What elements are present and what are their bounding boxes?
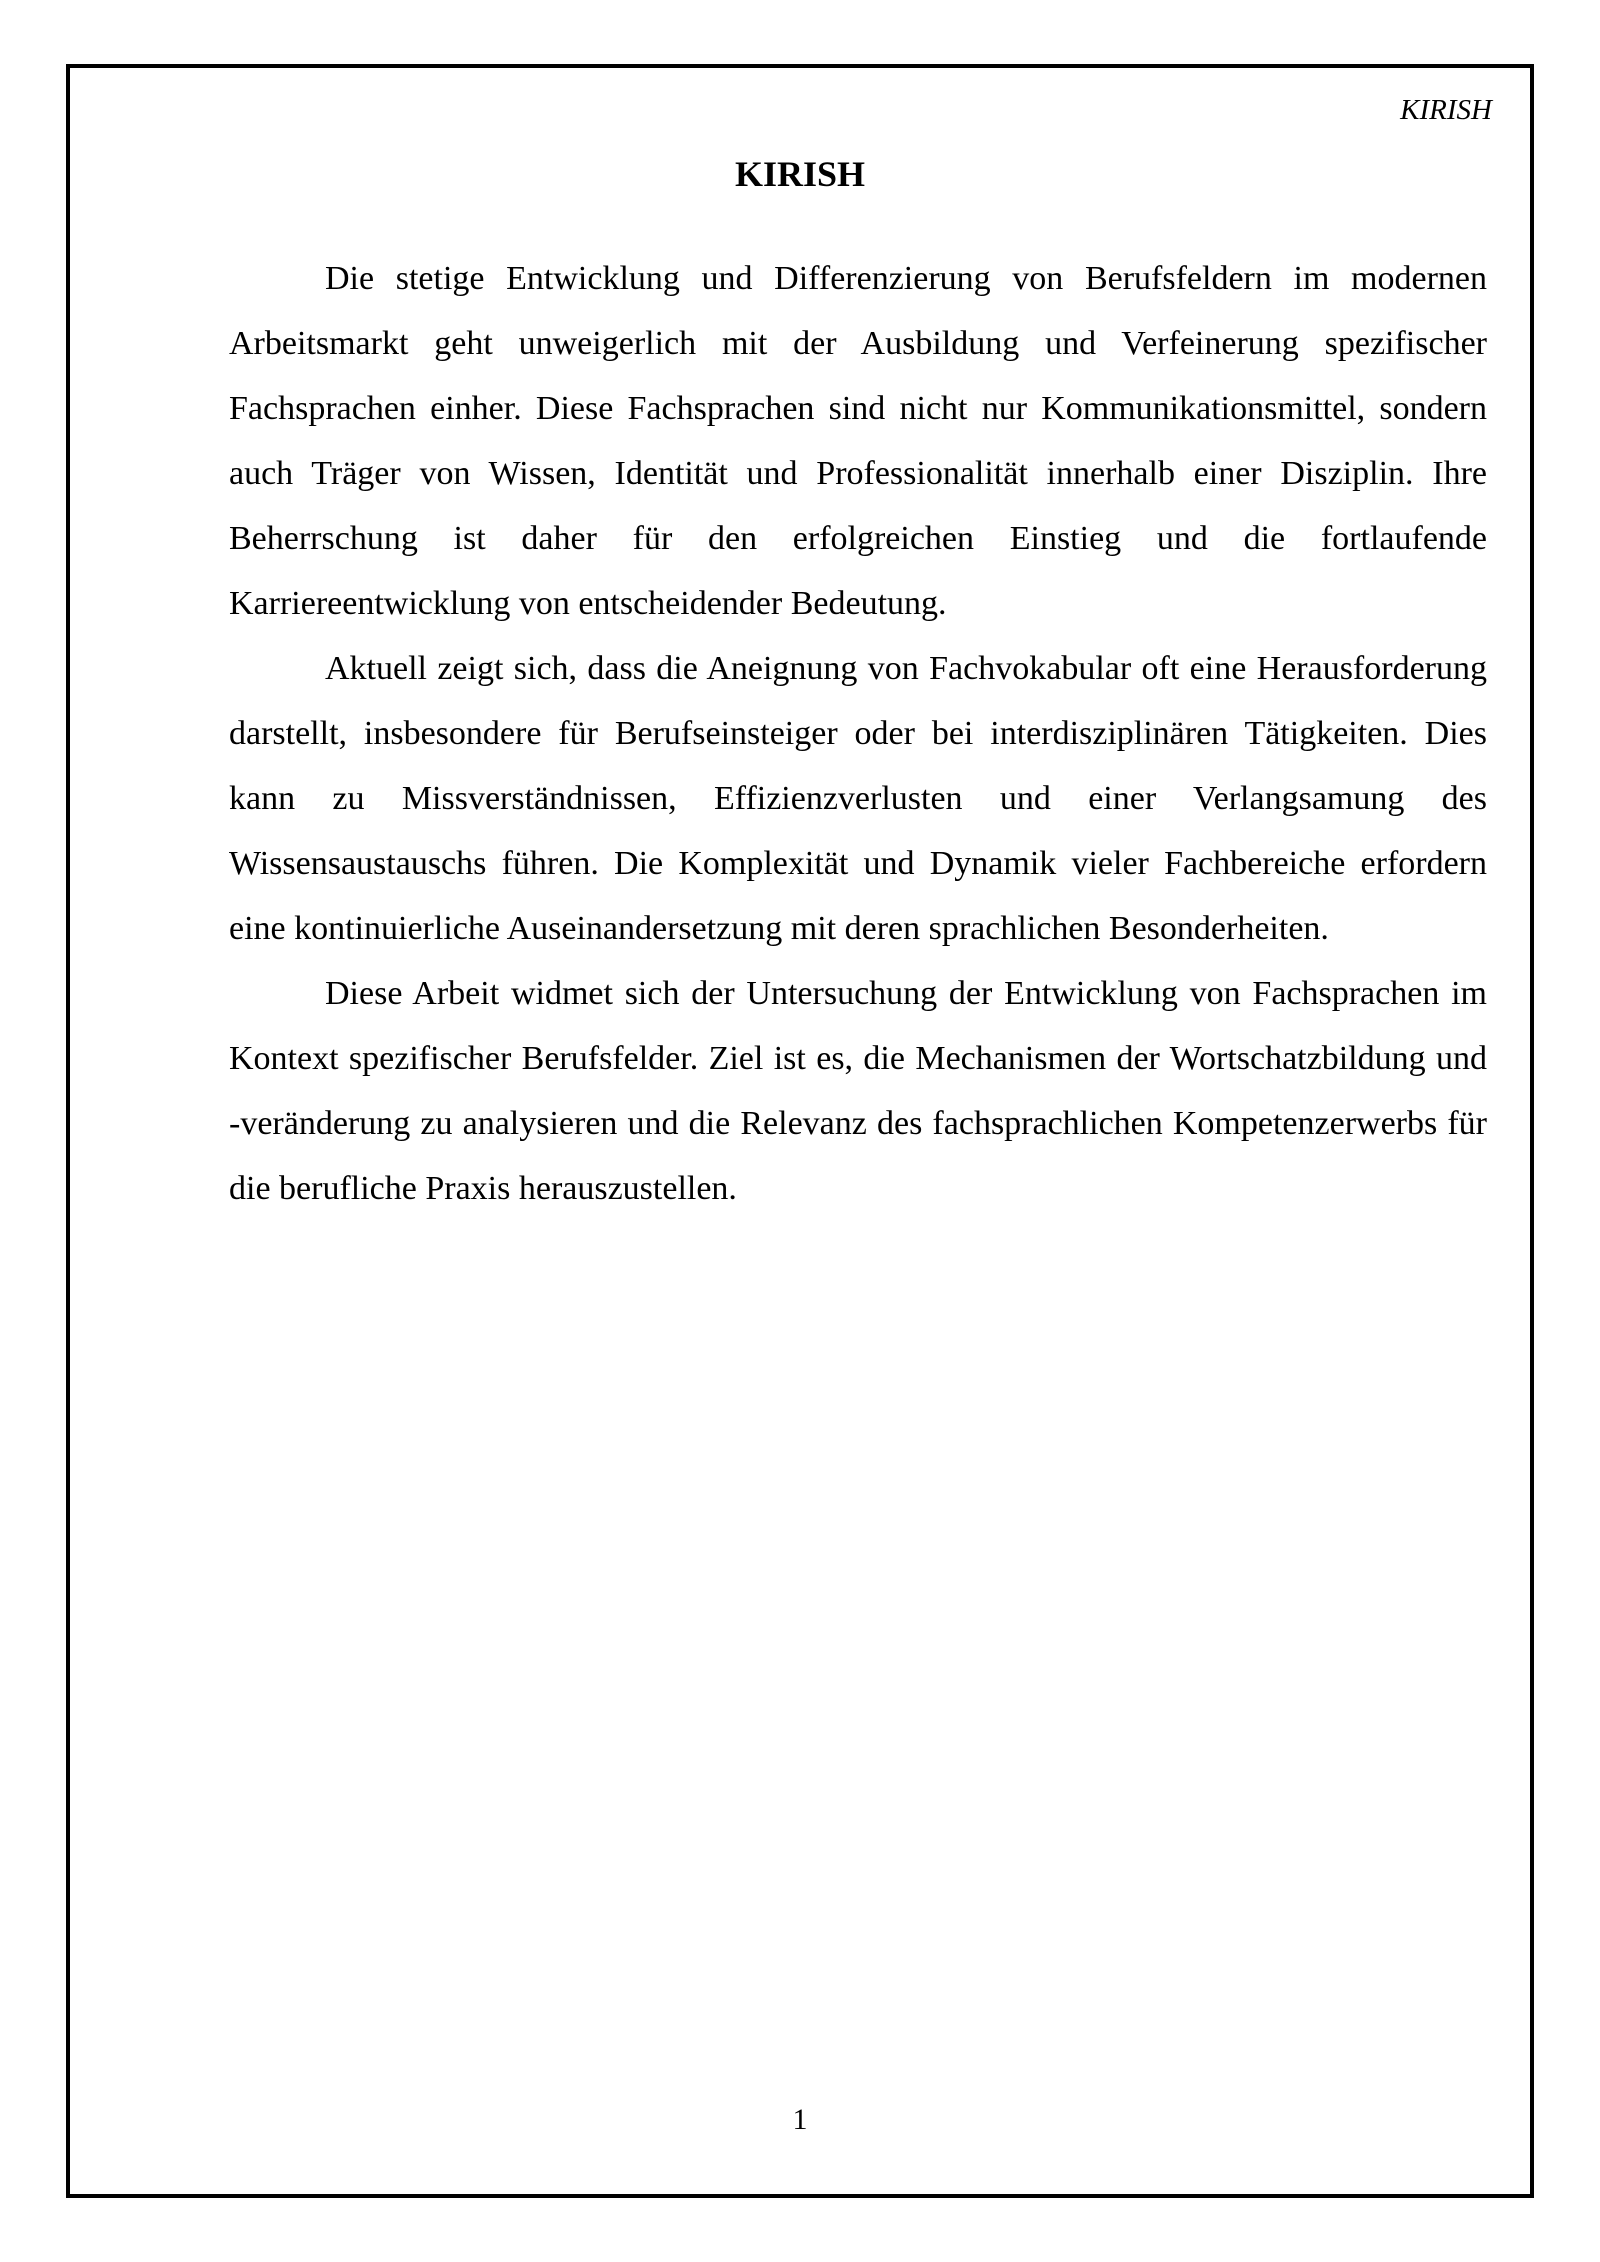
- paragraph-3: Diese Arbeit widmet sich der Untersuchung der Entwicklung von Fachsprachen im Kontext spezifischer Berufsfelder. Ziel ist es, die Mechanismen der Wortschatzbildung und -veränderung zu analysieren und die Relevanz des fachsprachlichen Kompetenzerwerbs für die berufliche Praxis herauszustellen.: [229, 975, 1487, 1207]
- paragraph-1: Die stetige Entwicklung und Differenzierung von Berufsfeldern im modernen Arbeitsmarkt geht unweigerlich mit der Ausbildung und Verfeinerung spezifischer Fachsprachen einher. Diese Fachsprachen sind nicht nur Kommunikationsmittel, sondern auch Träger von Wissen, Identität und Professionalität innerhalb einer Disziplin. Ihre Beherrschung ist daher für den erfolgreichen Einstieg und die fortlaufende Karriereentwicklung von entscheidender Bedeutung.: [229, 260, 1487, 622]
- paragraph-2: Aktuell zeigt sich, dass die Aneignung von Fachvokabular oft eine Herausforderung darstellt, insbesondere für Berufseinsteiger oder bei interdisziplinären Tätigkeiten. Dies kann zu Missverständnissen, Effizienzverlusten und einer Verlangsamung des Wissensaustauschs führen. Die Komplexität und Dynamik vieler Fachbereiche erfordern eine kontinuierliche Auseinandersetzung mit deren sprachlichen Besonderheiten.: [229, 650, 1487, 947]
- body-text: [229, 246, 1487, 1221]
- page-number: 1: [792, 2103, 808, 2136]
- page-title: KIRISH: [734, 154, 866, 194]
- running-header: KIRISH: [1400, 94, 1492, 126]
